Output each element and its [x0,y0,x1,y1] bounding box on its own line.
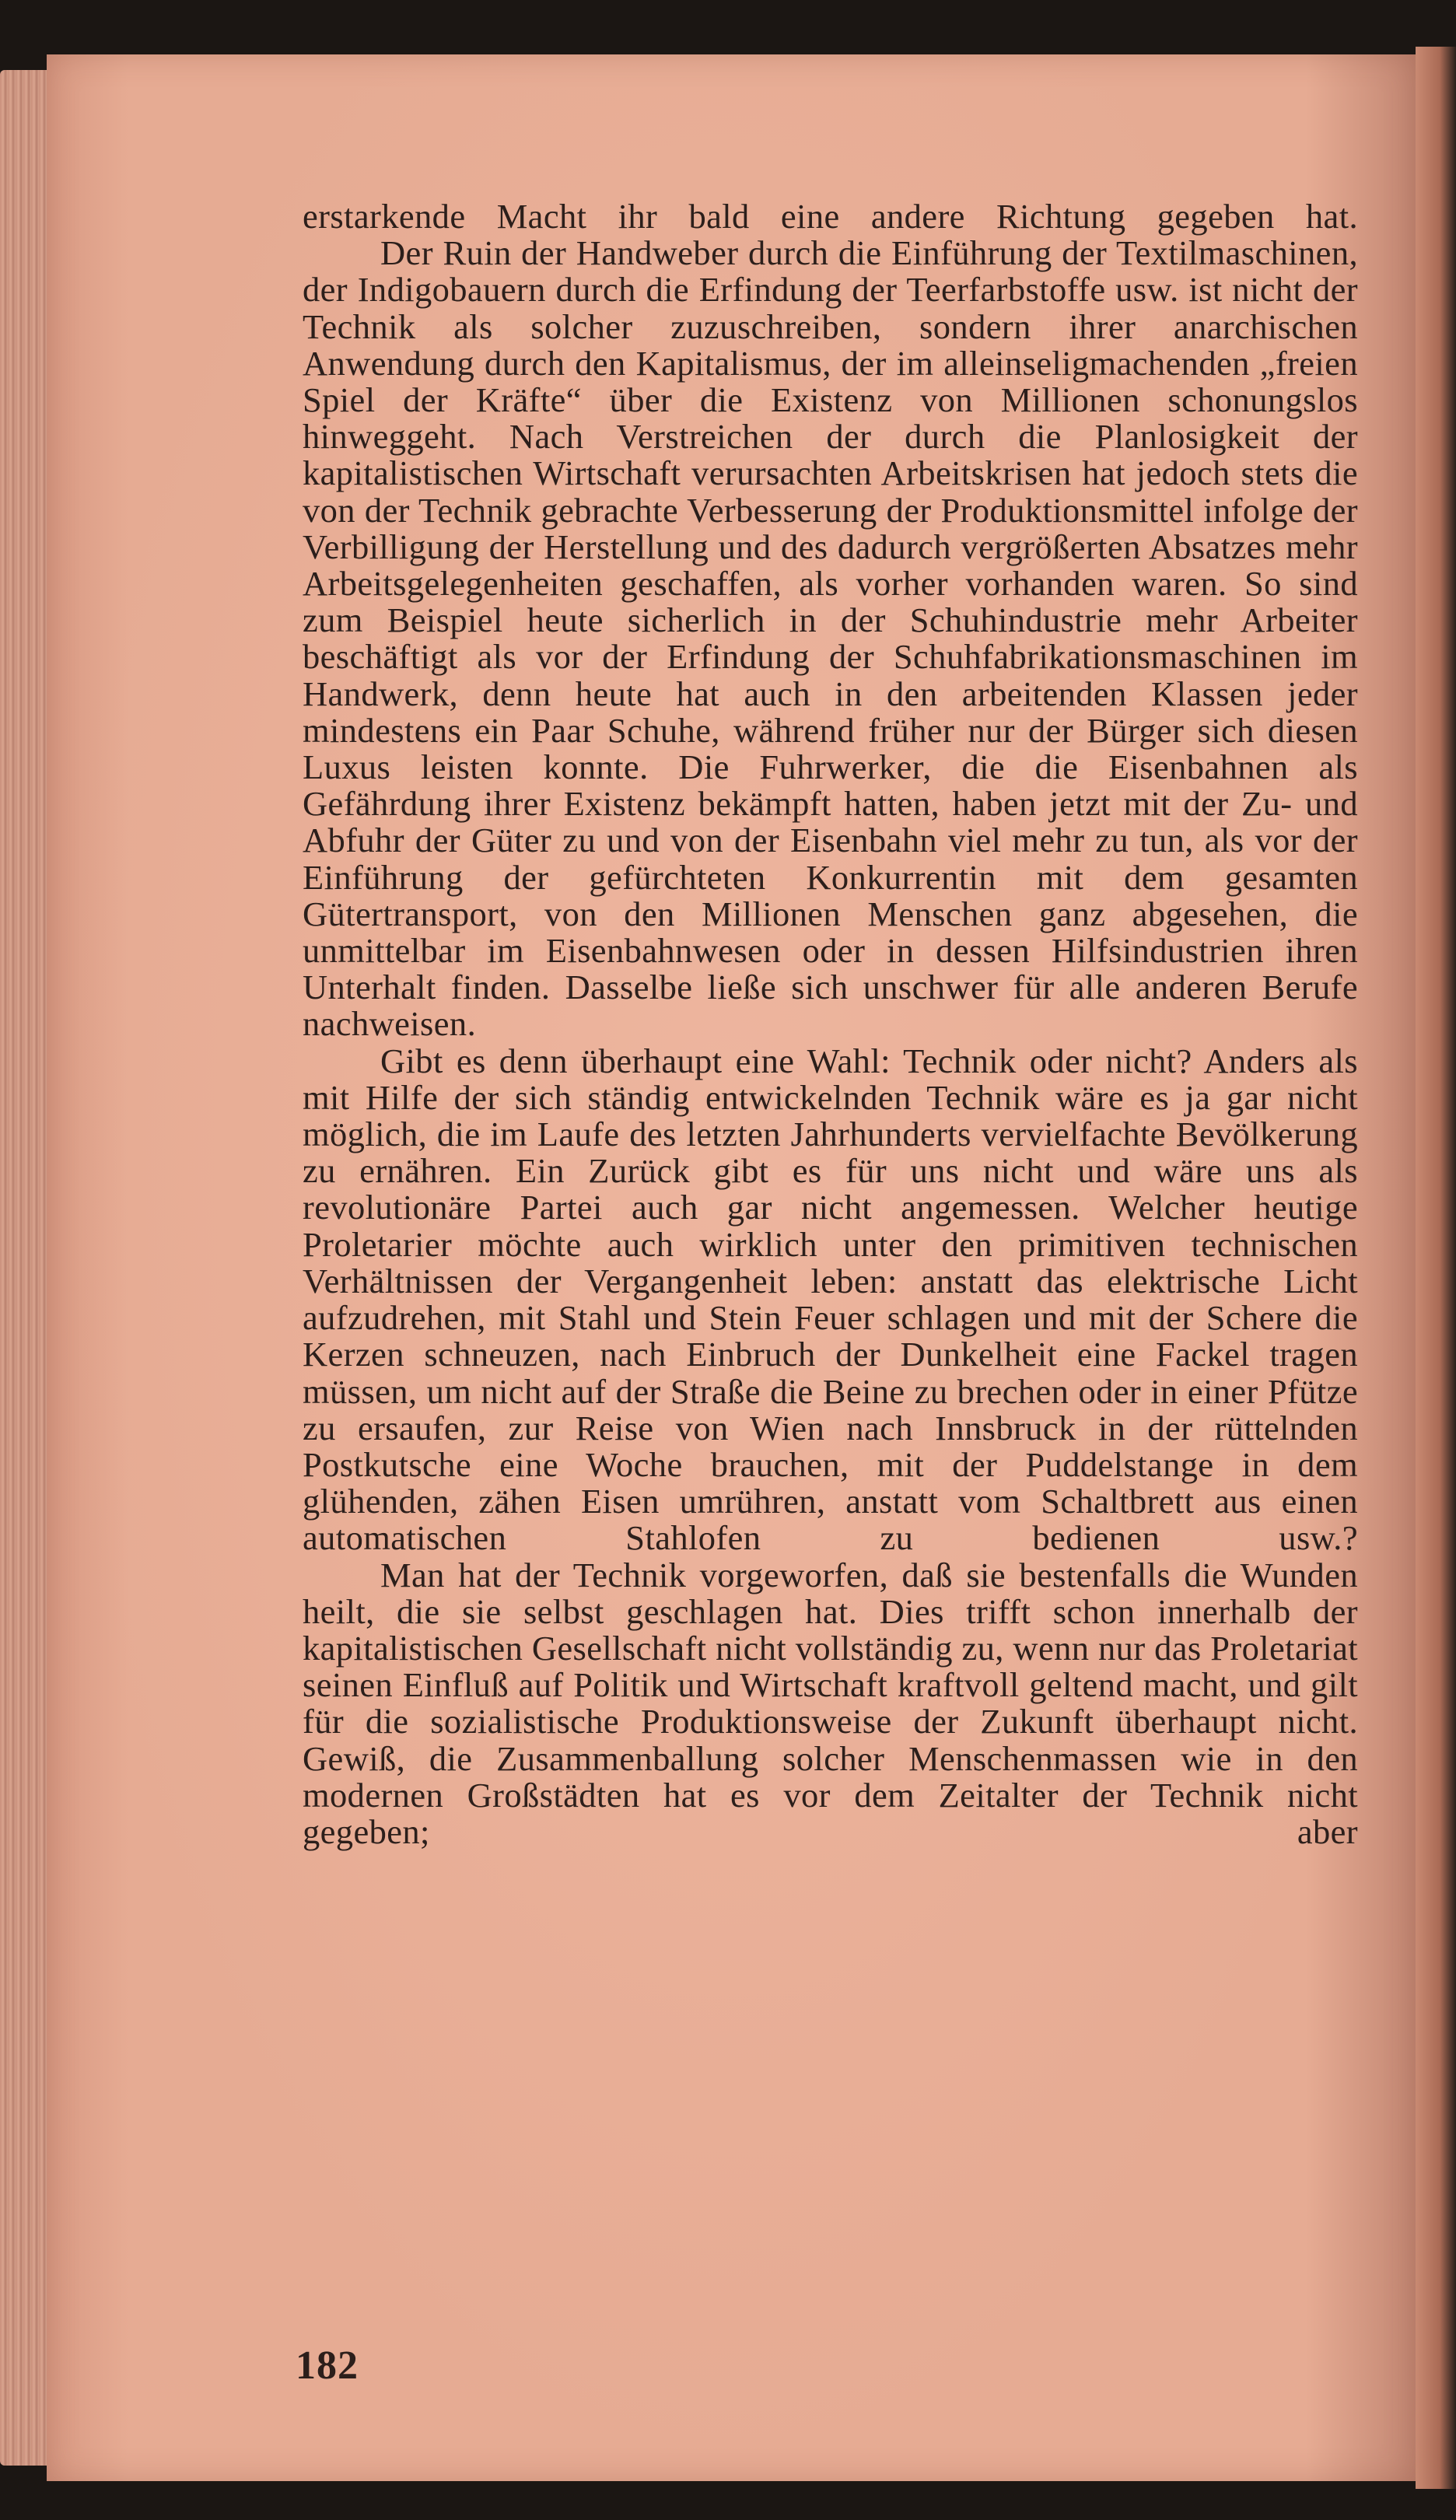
body-text [303,198,1358,1850]
paragraph: erstarkende Macht ihr bald eine andere Richtung gegeben hat. [303,197,1358,236]
book-gutter [1416,47,1456,2489]
paragraph: Der Ruin der Handweber durch die Einführung der Textilmaschinen, der Indigobauern durch die Erfindung der Teerfarbstoffe usw. ist nicht der Technik als solcher zuzuschreiben, sondern ihrer anarchischen Anwendung durch den Kapitalismus, der im alleinseligmachenden „freien Spiel der Kräfte“ über die Existenz von Millionen schonungslos hinweggeht. Nach Verstreichen der durch die Planlosigkeit der kapitalistischen Wirtschaft verursachten Arbeitskrisen hat jedoch stets die von der Technik gebrachte Verbesserung der Produktionsmittel infolge der Verbilligung der Herstellung und des dadurch vergrößerten Absatzes mehr Arbeitsgelegenheiten geschaffen, als vorher vorhanden waren. So sind zum Beispiel heute sicherlich in der Schuhindustrie mehr Arbeiter beschäftigt als vor der Erfindung der Schuhfabrikationsmaschinen im Handwerk, denn heute hat auch in den arbeitenden Klassen jeder mindestens ein Paar Schuhe, während früher nur der Bürger sich diesen Luxus leisten konnte. Die Fuhrwerker, die die Eisenbahnen als Gefährdung ihrer Existenz bekämpft hatten, haben jetzt mit der Zu- und Abfuhr der Güter zu und von der Eisenbahn viel mehr zu tun, als vor der Einführung der gefürchteten Konkurrentin mit dem gesamten Gütertransport, von den Millionen Menschen ganz abgesehen, die unmittelbar im Eisenbahnwesen oder in dessen Hilfsindustrien ihren Unterhalt finden. Dasselbe ließe sich unschwer für alle anderen Berufe nachweisen. [303,233,1358,1044]
page-number: 182 [296,2343,359,2388]
paragraph: Gibt es denn überhaupt eine Wahl: Technik oder nicht? Anders als mit Hilfe der sich ständig entwickelnden Technik wäre es ja gar nicht möglich, die im Laufe des letzten Jahrhunderts vervielfachte Bevölkerung zu ernähren. Ein Zurück gibt es für uns nicht und wäre uns als revolutionäre Partei auch gar nicht angemessen. Welcher heutige Proletarier möchte auch wirklich unter den primitiven technischen Verhältnissen der Vergangenheit leben: anstatt das elektrische Licht aufzudrehen, mit Stahl und Stein Feuer schlagen und mit der Schere die Kerzen schneuzen, nach Einbruch der Dunkelheit eine Fackel tragen müssen, um nicht auf der Straße die Beine zu brechen oder in einer Pfütze zu ersaufen, zur Reise von Wien nach Innsbruck in der rüttelnden Postkutsche eine Woche brauchen, mit der Puddelstange in dem glühenden, zähen Eisen umrühren, anstatt vom Schaltbrett aus einen automatischen Stahlofen zu bedienen usw.? [303,1041,1358,1558]
paragraph: Man hat der Technik vorgeworfen, daß sie bestenfalls die Wunden heilt, die sie selbst geschlagen hat. Dies trifft schon innerhalb der kapitalistischen Gesellschaft nicht vollständig zu, wenn nur das Proletariat seinen Einfluß auf Politik und Wirtschaft kraftvoll geltend macht, und gilt für die sozialistische Produktionsweise der Zukunft überhaupt nicht. Gewiß, die Zusammenballung solcher Menschenmassen wie in den modernen Großstädten hat es vor dem Zeitalter der Technik nicht gegeben; aber [303,1555,1358,1851]
